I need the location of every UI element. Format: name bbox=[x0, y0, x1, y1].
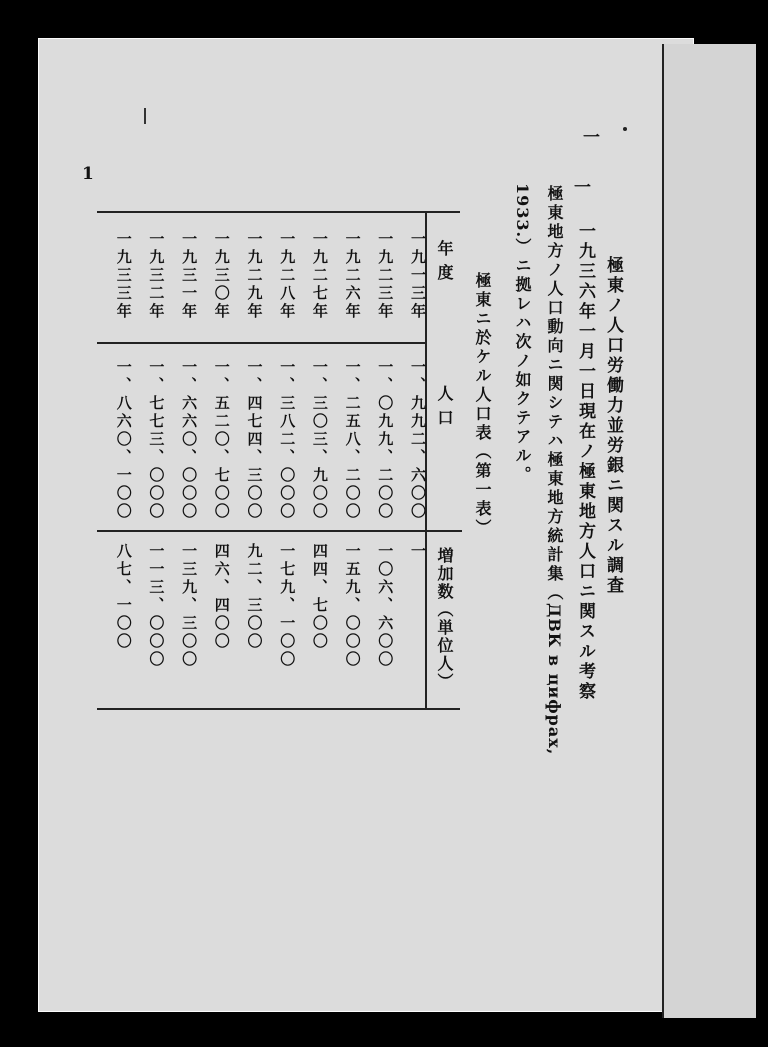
table-cell-increase: 八七、一〇〇 bbox=[114, 543, 133, 651]
table-cell-increase: 九二、三〇〇 bbox=[245, 543, 264, 651]
table-cell-year: 一九二三年 bbox=[376, 231, 395, 321]
table-cell-population: 一、三〇三、九〇〇 bbox=[310, 359, 329, 521]
table-title: 極東ニ於ケル人口表（第一表） bbox=[473, 272, 492, 538]
table-cell-population: 一、六六〇、〇〇〇 bbox=[180, 359, 199, 521]
table-cell-increase: 四四、七〇〇 bbox=[310, 543, 329, 651]
table-cell-increase: 一三九、三〇〇 bbox=[180, 543, 199, 669]
table-cell-population: 一、〇九九、二〇〇 bbox=[376, 359, 395, 521]
table-cell-year: 一九三三年 bbox=[114, 231, 133, 321]
body-line-2-latin: ДВК в цифрах, bbox=[545, 603, 564, 756]
header-population: 人口 bbox=[435, 385, 454, 433]
table-cell-increase: 一〇六、六〇〇 bbox=[376, 543, 395, 669]
heading: 極東ノ人口労働力並労銀ニ関スル調査 bbox=[603, 256, 623, 596]
population-table bbox=[97, 211, 460, 710]
table-cell-population: 一、八六〇、一〇〇 bbox=[114, 359, 133, 521]
table-cell-year: 一九二九年 bbox=[245, 231, 264, 321]
header-year: 年度 bbox=[435, 240, 454, 288]
table-cell-increase: 一七九、一〇〇 bbox=[278, 543, 297, 669]
table-cell-year: 一九二六年 bbox=[343, 231, 362, 321]
body-line-2-text: 極東地方ノ人口動向ニ関シテハ極東地方統計集（ bbox=[545, 185, 564, 603]
table-cell-year: 一九二八年 bbox=[278, 231, 297, 321]
table-cell-population: 一、四七四、三〇〇 bbox=[245, 359, 264, 521]
margin-mark bbox=[144, 108, 146, 124]
table-cell-increase: 一 bbox=[409, 543, 427, 561]
body-line-1: 一九三六年一月一日現在ノ極東地方人口ニ関スル考察 bbox=[575, 222, 595, 702]
table-divider-year bbox=[97, 342, 427, 344]
body-line-2 bbox=[546, 185, 562, 755]
table-cell-population: 一、七七三、〇〇〇 bbox=[147, 359, 166, 521]
section-mark-1: 一 bbox=[579, 128, 599, 148]
table-cell-population: 一、三八二、〇〇〇 bbox=[278, 359, 297, 521]
table-cell-increase: 四六、四〇〇 bbox=[212, 543, 231, 651]
table-cell-year: 一九一三年 bbox=[409, 231, 427, 321]
body-line-3-latin: 1933. bbox=[513, 183, 532, 239]
table-cell-year: 一九三一年 bbox=[180, 231, 199, 321]
body-line-3-text: ）ニ拠レハ次ノ如クテアル。 bbox=[513, 238, 532, 486]
table-cell-increase: 一一三、〇〇〇 bbox=[147, 543, 166, 669]
table-cell-year: 一九三〇年 bbox=[212, 231, 231, 321]
table-header-column bbox=[425, 213, 462, 708]
margin-dot bbox=[623, 127, 627, 131]
table-cell-population: 一、九九二、六〇〇 bbox=[409, 359, 427, 521]
table-cell-year: 一九二七年 bbox=[310, 231, 329, 321]
facing-page-edge bbox=[662, 44, 756, 1018]
table-divider-population bbox=[97, 530, 462, 532]
table-cell-year: 一九三二年 bbox=[147, 231, 166, 321]
table-cell-increase: 一五九、〇〇〇 bbox=[343, 543, 362, 669]
table-cell-population: 一、五二〇、七〇〇 bbox=[212, 359, 231, 521]
header-increase: 増加数（単位人） bbox=[435, 547, 454, 691]
body-line-3 bbox=[514, 183, 530, 485]
page-number: 1 bbox=[82, 164, 94, 184]
section-mark-2: 一 bbox=[570, 178, 590, 198]
table-cell-population: 一、二五八、二〇〇 bbox=[343, 359, 362, 521]
